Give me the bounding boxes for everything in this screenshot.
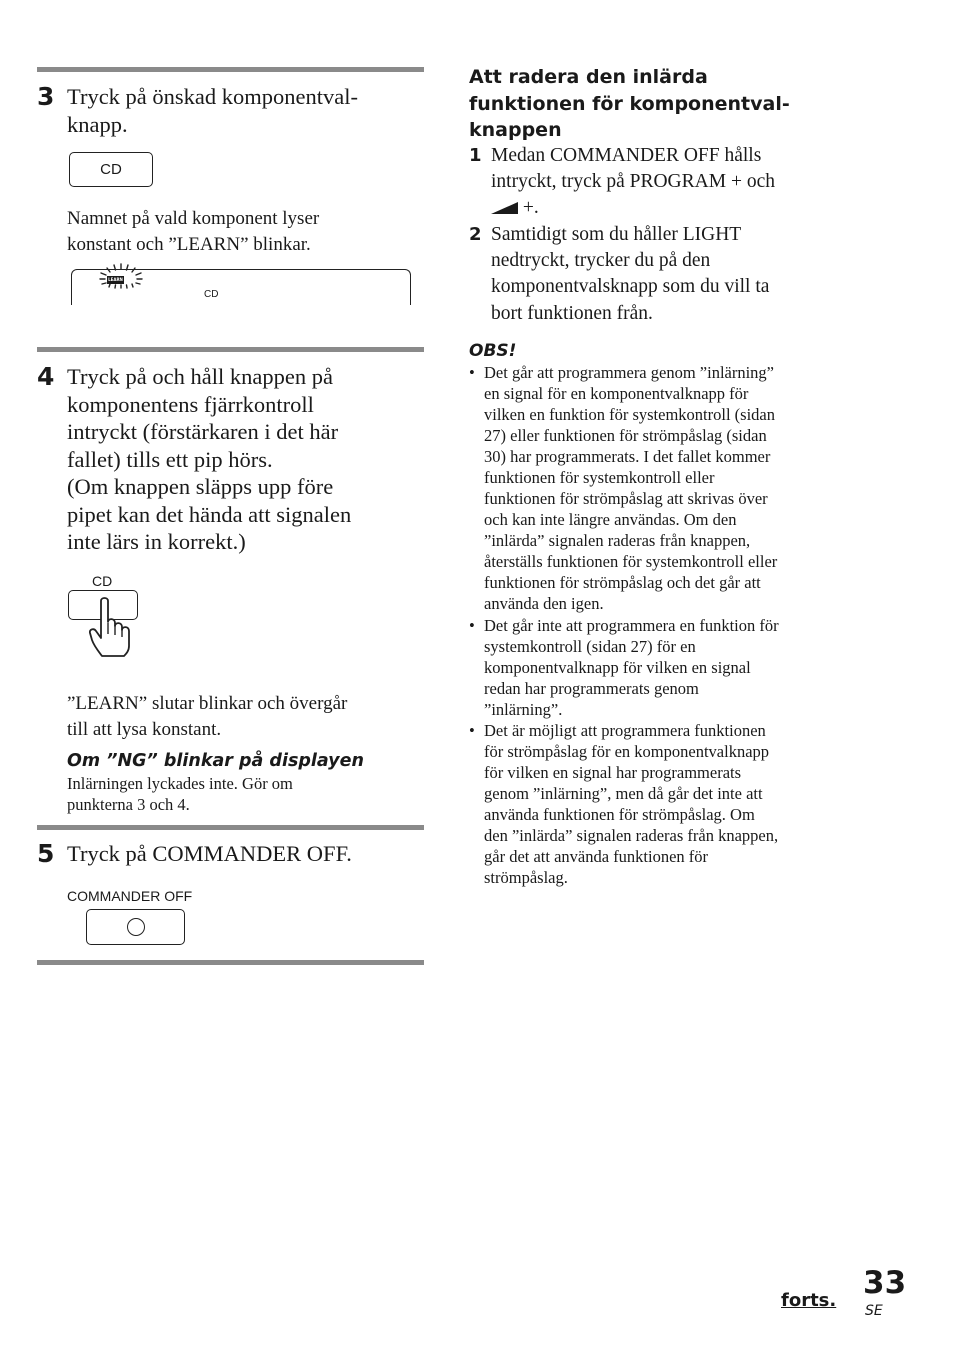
erase-heading-line: Att radera den inlärda	[469, 66, 708, 88]
erase-step-2-number: 2	[469, 224, 482, 245]
note-line: återställs funktionen för systemkontroll eller	[484, 552, 778, 571]
commander-off-label: COMMANDER OFF	[67, 888, 193, 904]
note-line: ”inlärda” signalen raderas från knappen,	[484, 531, 751, 550]
erase-step-1-text	[491, 143, 775, 222]
erase-step-line: komponentvalsknapp som du vill ta	[491, 276, 770, 298]
note-line: för vilken en signal har programmerats	[484, 763, 742, 782]
note-line: för strömpåslag för en komponentvalknapp	[484, 742, 770, 761]
erase-heading-line: funktionen för komponentval-	[469, 92, 790, 115]
note-line: komponentvalknapp för vilken en signal	[484, 658, 751, 677]
erase-heading	[469, 64, 790, 144]
erase-step-2-text	[491, 222, 769, 327]
erase-step-1-tail: +.	[522, 197, 539, 219]
step-5-line: Tryck på COMMANDER OFF.	[67, 841, 352, 866]
note-line: Det går inte att programmera en funktion för	[484, 616, 779, 635]
note-line: funktionen för strömpåslag och det går att	[484, 573, 761, 592]
note-line: Det är möjligt att programmera funktionen	[484, 721, 766, 740]
step-4-line: (Om knappen släpps upp före	[67, 474, 334, 499]
step-3-line: knapp.	[67, 111, 128, 137]
learn-indicator: LEARN	[108, 277, 123, 282]
section-rule-step5	[37, 825, 424, 830]
pressing-finger-icon	[88, 596, 138, 660]
step-5-number: 5	[37, 839, 55, 868]
note-line: använda den igen.	[484, 594, 604, 613]
section-rule-top	[37, 67, 424, 72]
step-3-desc-line: konstant och ”LEARN” blinkar.	[67, 234, 311, 255]
note-line: strömpåslag.	[484, 868, 568, 887]
erase-step-line: bort funktionen från.	[491, 302, 653, 324]
note-1	[484, 362, 777, 614]
section-rule-bottom	[37, 960, 424, 965]
step-3-text	[67, 83, 358, 138]
note-line: använda funktionen för strömpåslag. Om	[484, 805, 755, 824]
note-line: 27) eller funktionen för strömpåslag (sidan	[484, 426, 767, 445]
page-language: SE	[865, 1303, 883, 1319]
note-line: 30) har programmerats. I det fallet kommer	[484, 447, 771, 466]
erase-step-1-number: 1	[469, 145, 482, 166]
note-line: går det att använda funktionen för	[484, 847, 709, 866]
erase-step-line: intryckt, tryck på PROGRAM + och	[491, 171, 775, 193]
step-3-line: Tryck på önskad komponentval-	[67, 84, 359, 109]
note-line: ”inlärning”.	[484, 700, 563, 719]
step-4-desc-line: ”LEARN” slutar blinkar och övergår	[67, 693, 348, 714]
note-line: funktionen för strömpåslag att skrivas över	[484, 489, 768, 508]
erase-step-line: nedtryckt, trycker du på den	[491, 250, 711, 272]
step-4-desc-line: till att lysa konstant.	[67, 719, 222, 740]
display-panel	[71, 269, 411, 305]
note-3	[484, 720, 778, 888]
note-line: funktionen för systemkontroll eller	[484, 468, 715, 487]
note-bullet: •	[469, 721, 475, 740]
continued-label: forts.	[781, 1290, 837, 1311]
volume-wedge-icon	[491, 202, 518, 214]
section-rule-step4	[37, 347, 424, 352]
erase-heading-line: knappen	[469, 119, 562, 141]
erase-step-line: Medan COMMANDER OFF hålls	[491, 145, 762, 166]
step-4-line: Tryck på och håll knappen på	[67, 364, 333, 389]
commander-off-button[interactable]	[86, 909, 185, 945]
note-line: den ”inlärda” signalen raderas från knappen,	[484, 826, 779, 845]
step-4-line: fallet) tills ett pip hörs.	[67, 446, 273, 472]
ng-desc-line: punkterna 3 och 4.	[67, 795, 190, 814]
note-line: systemkontroll (sidan 27) för en	[484, 637, 696, 656]
step-4-line: intryckt (förstärkaren i det här	[67, 419, 339, 444]
step-4-description	[67, 691, 347, 743]
step-4-text	[67, 363, 351, 556]
step-5-text	[67, 840, 352, 868]
note-line: redan har programmerats genom	[484, 679, 699, 698]
cd-button-label: CD	[100, 161, 122, 178]
step-4-line: inte lärs in korrekt.)	[67, 529, 246, 554]
step-3-description	[67, 206, 319, 258]
ng-description	[67, 773, 293, 815]
step-3-desc-line: Namnet på vald komponent lyser	[67, 208, 320, 229]
cd-button[interactable]	[69, 152, 153, 187]
step-4-line: komponentens fjärrkontroll	[67, 391, 314, 417]
step-3-number: 3	[37, 82, 55, 111]
note-line: en signal för en komponentvalknapp för	[484, 384, 749, 403]
step-4-line: pipet kan det hända att signalen	[67, 501, 352, 527]
note-line: och kan inte längre användas. Om den	[484, 510, 737, 529]
erase-step-line: Samtidigt som du håller LIGHT	[491, 224, 742, 245]
note-bullet: •	[469, 363, 475, 382]
display-cd-label: CD	[204, 289, 219, 300]
circle-icon	[127, 918, 145, 936]
page-number: 33	[863, 1265, 907, 1301]
ng-subheading: Om ”NG” blinkar på displayen	[67, 751, 364, 771]
note-bullet: •	[469, 616, 475, 635]
step-4-number: 4	[37, 362, 55, 391]
cd-key-label: CD	[92, 573, 113, 589]
note-line: genom ”inlärning”, men då går det inte att	[484, 784, 763, 803]
note-2	[484, 615, 779, 720]
erase-step-line	[491, 195, 775, 221]
ng-desc-line: Inlärningen lyckades inte. Gör om	[67, 774, 293, 793]
note-line: vilken en funktion för systemkontroll (sidan	[484, 405, 775, 424]
note-line: Det går att programmera genom ”inlärning”	[484, 363, 775, 382]
obs-heading: OBS!	[469, 341, 517, 361]
